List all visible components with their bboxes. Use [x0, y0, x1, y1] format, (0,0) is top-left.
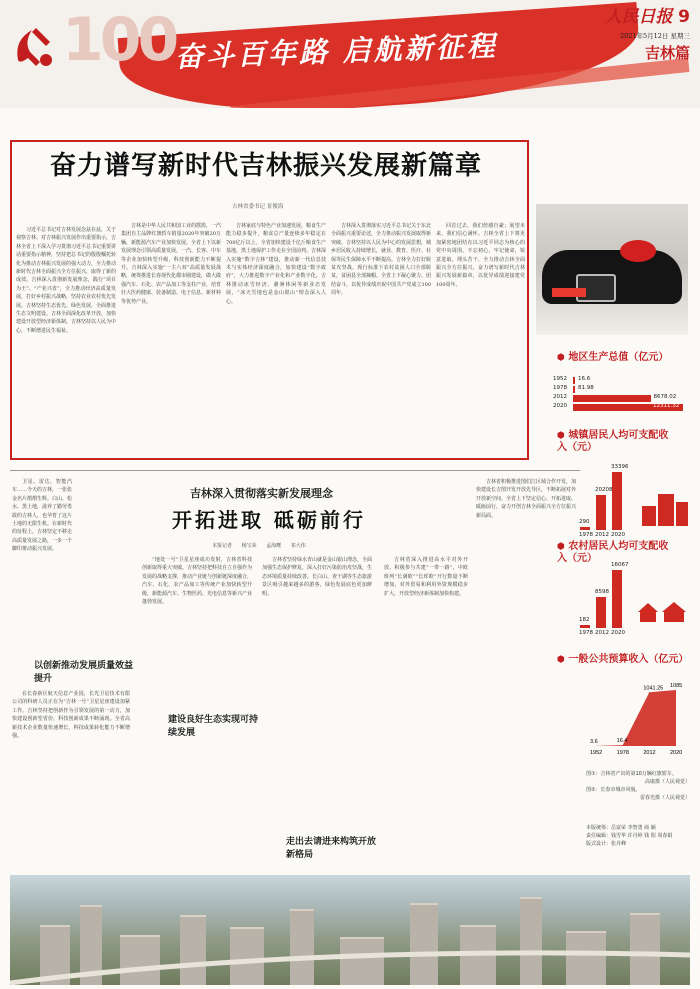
hexagon-icon: ⬢ — [557, 353, 565, 363]
lead-column-2: 吉林是中华人民共和国工业的摇篮，一汽集团自主品牌红旗轿车销量2020年突破20万辆，新能源汽车产业加快发展。全省上下以新发展理念引领高质量发展，一汽、长客、中车等企业加快转型升级，科技创新能力不断提升。吉林深入实施“一主六双”高质量发展战略，统筹推进长春现代化都市圈建设，做大做强汽车、石化、农产品加工等支柱产业，培育壮大医药健康、装备制造、电子信息、新材料等优势产业。 — [121, 223, 221, 305]
staff-credits — [586, 824, 690, 848]
budget-chart-title — [557, 654, 688, 666]
page-number: 9 — [678, 7, 690, 27]
rural_income-year-label: 1978 — [579, 630, 593, 636]
issue-date: 2021年5月12日 星期三 — [619, 31, 690, 40]
gdp-year-label: 1952 — [553, 376, 567, 382]
urban_income-value-label: 20208 — [595, 486, 613, 493]
staff-design: 版式设计：张丹峰 — [586, 841, 627, 847]
farmhouse-icon — [636, 600, 690, 622]
lead-column-5: 回首过去，我们倍感自豪；展望未来，我们信心满怀。吉林全省上下将更加紧密地团结在以习近平同志为核心的党中央周围，不忘初心、牢记使命，锐意进取、埋头苦干，全力推动吉林全面振兴全方位振兴，奋力谱写新时代吉林振兴发展新篇章，以优异成绩迎接建党100周年。 — [436, 223, 525, 288]
gdp-value-label: 81.98 — [578, 385, 594, 391]
caption-1-credit: 高康摄（人民视觉） — [644, 779, 690, 785]
urban_income-year-label: 2012 — [595, 532, 609, 538]
urban_income-bar — [596, 495, 606, 530]
gdp-year-label: 2020 — [553, 403, 567, 409]
section-head-innovation: 以创新推动发展质量效益提升 — [34, 661, 134, 684]
photo-city-skyline — [10, 875, 690, 985]
gdp-bar — [573, 395, 651, 402]
budget-value-label: 1041.25 — [643, 685, 664, 692]
second-column-4: 吉林省深入推进高水平对外开放，积极参与共建“一带一路”，中欧班列“长满欧”“长珲欧”开行数量不断增加，对外贸易和利用外资规模稳步扩大，开放型经济新体制加快构建。 — [384, 557, 468, 597]
rural-income-title-text: 农村居民人均可支配收入（元） — [557, 541, 669, 564]
lead-column-1: 习近平总书记对吉林发展念兹在兹，关于视察吉林、对吉林振兴发展作出重要指示，吉林全省上下深入学习贯彻习近平总书记重要讲话重要指示精神，坚持把总书记的殷殷嘱托转化为推动吉林振兴发展的强大动力，全力推动新时代吉林全面振兴全方位振兴，取得了新的成效。吉林深入贯彻新发展理念，践行“项目为王”、“产业兴省”，全力推动经济高质量发展，打好乡村振兴战略，坚持农业农村优先发展。吉林坚持生态优先、绿色发展，全面推进生态文明建设。吉林全面深化改革开放，加快建设开放型经济新体制。吉林坚持以人民为中心，不断增进民生福祉。 — [16, 227, 116, 334]
staff-duty: 责任编辑：钱雪华 许丹婷 钱 阳 周春娟 — [586, 833, 673, 839]
rural_income-bar — [596, 597, 606, 628]
second-column-2: “地处一号”卫星星座成功发射，吉林省科技创新取得重大突破。吉林坚持把科技自立自强作为发展的战略支撑，推动产业链与创新链深度融合，汽车、石化、农产品加工等传统产业加快转型升级，新能源汽车、生物医药、光电信息等新兴产业蓬勃发展。 — [142, 557, 252, 606]
lead-column-3: 吉林家底与特色产业加速发展，粮食生产能力稳步提升，粮食总产量连续多年稳定在700亿斤以上。全省加快建设千亿斤粮食生产基地，黑土地保护工作走在全国前列。吉林深入实施“数字吉林”建设，推动新一代信息技术与实体经济深度融合，加快建设“数字政府”，大力推进数字产业化和产业数字化。吉林推动冰雪经济、避暑休闲等新业态发展，“冰天雪地也是金山银山”理念深入人心。 — [226, 223, 326, 305]
gdp-year-label: 1978 — [553, 385, 567, 391]
photo-red-flag-car — [536, 204, 688, 335]
urban-income-chart-title — [557, 430, 677, 454]
highway-overlay — [10, 935, 690, 985]
paper-name: 人民日报 — [604, 7, 673, 27]
party-emblem-icon — [6, 20, 60, 74]
gdp-value-label: 12311.32 — [653, 403, 680, 409]
centenary-number: 100 — [62, 5, 176, 75]
budget-year-label: 1978 — [616, 750, 629, 756]
gdp-bar — [573, 377, 575, 384]
rural_income-value-label: 16067 — [611, 562, 629, 568]
urban-income-title-text: 城镇居民人均可支配收入（元） — [557, 430, 669, 453]
urban_income-bar — [612, 472, 622, 530]
gdp-year-label: 2012 — [553, 394, 567, 400]
section-divider — [10, 470, 580, 471]
lead-byline: 吉林省委书记 景俊海 — [232, 204, 284, 210]
rural_income-bar — [580, 625, 590, 628]
section-head-ecology: 建设良好生态实现可持续发展 — [168, 715, 259, 738]
gdp-value-label: 8678.02 — [653, 394, 677, 400]
urban_income-year-label: 1978 — [579, 532, 593, 538]
lead-column-4: 吉林深入贯彻落实习近平总书记关于东北全面振兴重要论述，全力推动振兴发展取得新突破。吉林坚持以人民为中心的发展思想，城乡居民收入持续增长，就业、教育、医疗、社保等民生保障水平不断提高。吉林全力打好脱贫攻坚战，现行标准下农村贫困人口全部脱贫，贫困县全部摘帽。全省上下凝心聚力、团结奋斗，以优异成绩庆祝中国共产党成立100周年。 — [331, 223, 431, 297]
rural_income-value-label: 8598 — [595, 588, 609, 595]
banner — [0, 0, 700, 108]
gdp-chart-title — [557, 352, 668, 364]
second-column-5: 吉林省积极推进图们江区域合作开发，加快建设长吉图开发开放先导区，不断拓展对外开放新空间。全省上下坚定信心、开拓进取、砥砺前行，奋力开创吉林全面振兴全方位振兴新局面。 — [476, 479, 576, 519]
car-plate — [552, 288, 586, 297]
second-column-3: 吉林省坚持绿水青山就是金山银山理念，全面加强生态保护修复，深入打好污染防治攻坚战，生态环境质量持续改善。长白山、查干湖等生态旅游景区吸引越来越多的游客，绿色发展底色更加鲜明。 — [262, 557, 372, 597]
second-kicker: 吉林深入贯彻落实新发展理念 — [190, 487, 333, 500]
budget-year-label: 1952 — [590, 750, 603, 756]
gdp-title-text: 地区生产总值（亿元） — [568, 352, 669, 363]
gdp-value-label: 16.6 — [578, 376, 591, 382]
car-bow — [620, 240, 656, 262]
urban_income-value-label: 290 — [579, 519, 590, 525]
caption-2: 图②：长春市城市风貌。 — [586, 787, 641, 793]
staff-editor: 本版统筹：岳富荣 李智勇 商 颖 — [586, 825, 656, 831]
rural_income-value-label: 182 — [579, 617, 590, 623]
photo-captions — [586, 770, 690, 802]
gdp-bar — [573, 386, 575, 393]
budget-year-label: 2012 — [643, 750, 656, 756]
rural_income-year-label: 2012 — [595, 630, 609, 636]
rural_income-bar — [612, 570, 622, 628]
hexagon-icon: ⬢ — [557, 542, 565, 552]
masthead — [605, 5, 690, 65]
banner-slogan: 奋斗百年路 启航新征程 — [174, 29, 499, 74]
budget-year-label: 2020 — [670, 750, 683, 756]
budget-value-label: 3.6 — [590, 738, 598, 745]
city-buildings-icon — [640, 492, 690, 526]
second-column-1: 在长春新区航天信息产业园，长光卫星技术有限公司的科研人员正在为“吉林一号”卫星星座建设加紧工作。吉林坚持把创新作为引领发展的第一动力，加快建设创新型省份，科技创新成果不断涌现。全省高新技术企业数量快速增长，科技成果转化能力不断增强。 — [12, 691, 130, 740]
caption-2-credit: 雷春光摄（人民视觉） — [639, 795, 690, 801]
urban_income-year-label: 2020 — [611, 532, 625, 538]
caption-1: 图①：吉林省产出的第10万辆红旗轿车。 — [586, 771, 677, 777]
urban_income-bar — [580, 527, 590, 530]
section-head-openness: 走出去请进来构筑开放新格局 — [286, 837, 377, 860]
lead-headline: 奋力谱写新时代吉林振兴发展新篇章 — [50, 151, 483, 181]
section-name: 吉林篇 — [644, 44, 690, 63]
budget-line-chart — [586, 668, 686, 764]
budget-title-text: 一般公共预算收入（亿元） — [568, 654, 689, 665]
budget-value-label: 16.4 — [616, 738, 628, 745]
budget-value-label: 1085 — [670, 683, 683, 689]
budget-area — [596, 690, 676, 746]
intro-column: 卫星、雷达、智能汽车……今天的吉林，一张张金名片熠熠生辉。白山、松水、黑土地，滋养了勤劳勇敢的吉林人，也孕育了这片土地的无限生机。在新时代的征程上，吉林坚定不移走高质量发展之路，一步一个脚印推动振兴发展。 — [12, 479, 72, 553]
hexagon-icon: ⬢ — [557, 655, 565, 665]
urban_income-value-label: 33396 — [611, 464, 629, 470]
second-byline: 本报记者 杨宝荣 孟海鹰 祁大伟 — [212, 543, 306, 549]
hexagon-icon: ⬢ — [557, 431, 565, 441]
rural_income-year-label: 2020 — [611, 630, 625, 636]
second-title: 开拓进取 砥砺前行 — [172, 508, 366, 532]
